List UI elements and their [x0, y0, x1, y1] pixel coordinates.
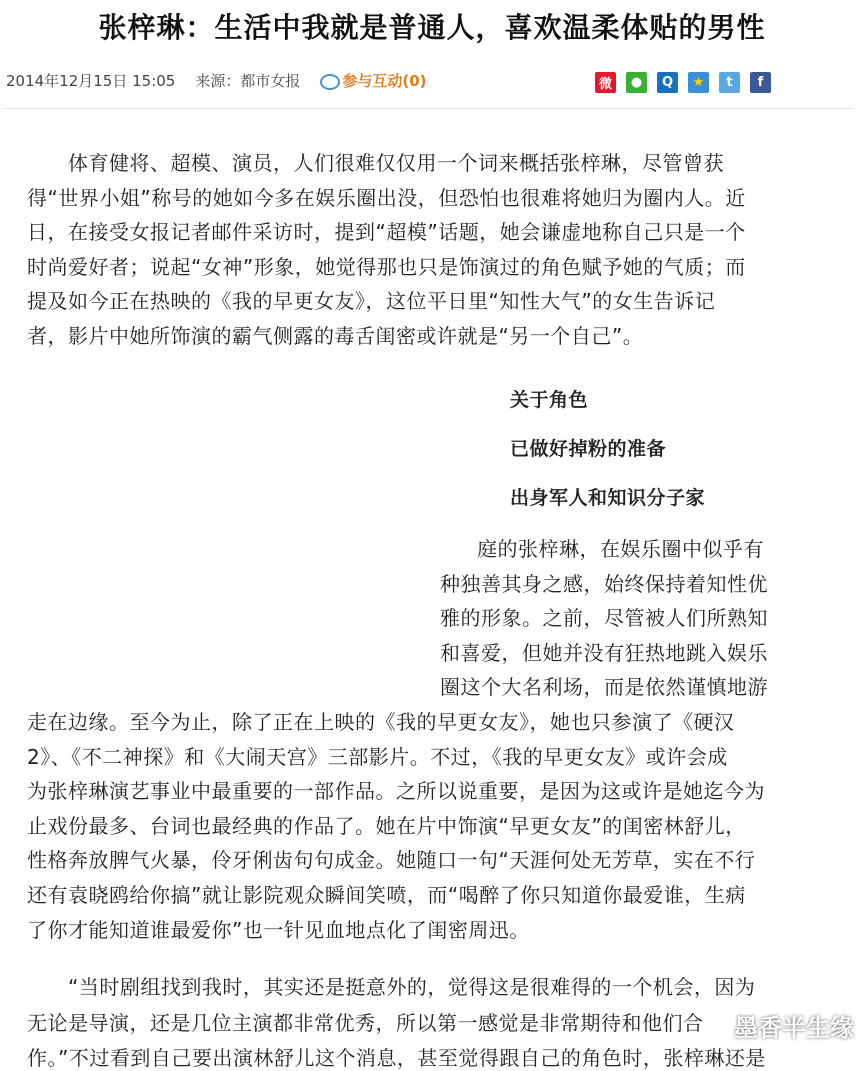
text-line: 性格奔放脾气火暴，伶牙俐齿句句成金。她随口一句“天涯何处无芳草，实在不行 — [27, 848, 756, 873]
section-heading: 关于角色 — [510, 389, 589, 411]
facebook-icon[interactable]: f — [750, 72, 771, 93]
text-line: 无论是导演，还是几位主演都非常优秀，所以第一感觉是非常期待和他们合 — [27, 1010, 704, 1035]
text-line: 体育健将、超模、演员，人们很难仅仅用一个词来概括张梓琳，尽管曾获 — [68, 151, 724, 175]
text-line: 作。”不过看到自己要出演林舒儿这个消息，甚至觉得跟自己的角色时，张梓琳还是 — [27, 1046, 766, 1070]
weibo-icon[interactable]: 微 — [595, 72, 616, 93]
section-heading: 已做好掉粉的准备 — [510, 438, 667, 460]
text-line: 止戏份最多、台词也最经典的作品了。她在片中饰演“早更女友”的闺密林舒儿， — [27, 813, 746, 838]
interact-link[interactable]: 参与互动(0) — [320, 70, 426, 91]
text-line: “当时剧组找到我时，其实还是挺意外的，觉得这是很难得的一个机会，因为 — [68, 975, 756, 999]
article-meta — [6, 70, 427, 91]
text-line: 庭的张梓琳，在娱乐圈中似乎有 — [477, 537, 764, 561]
text-line: 圈这个大名利场，而是依然谨慎地游 — [440, 675, 768, 700]
tencent-weibo-icon[interactable]: t — [719, 72, 740, 93]
text-line: 得“世界小姐”称号的她如今多在娱乐圈出没，但恐怕也很难将她归为圈内人。近 — [27, 185, 746, 210]
text-line: 还有袁晓鸥给你搞”就让影院观众瞬间笑喷，而“喝醉了你只知道你最爱谁，生病 — [27, 883, 746, 907]
text-line: 和喜爱，但她并没有狂热地跳入娱乐 — [440, 640, 768, 665]
text-line: 为张梓琳演艺事业中最重要的一部作品。之所以说重要，是因为这或许是她迄今为 — [27, 779, 765, 804]
text-line: 者，影片中她所饰演的霸气侧露的毒舌闺密或许就是“另一个自己”。 — [27, 324, 644, 348]
share-bar — [595, 72, 771, 93]
wechat-icon[interactable]: ● — [626, 72, 647, 93]
qq-icon[interactable]: Q — [657, 72, 678, 93]
text-line: 日，在接受女报记者邮件采访时，提到“超模”话题，她会谦虚地称自己只是一个 — [27, 220, 746, 245]
article-title: 张梓琳：生活中我就是普通人，喜欢温柔体贴的男性 — [98, 11, 766, 44]
text-line: 雅的形象。之前，尽管被人们所熟知 — [440, 606, 768, 631]
qzone-icon[interactable]: ★ — [688, 72, 709, 93]
text-line: 时尚爱好者；说起“女神”形象，她觉得那也只是饰演过的角色赋予她的气质；而 — [27, 254, 746, 279]
comment-icon — [320, 74, 340, 90]
section-heading: 出身军人和知识分子家 — [510, 487, 706, 509]
text-line: 了你才能知道谁最爱你”也一针见血地点化了闺密周迅。 — [27, 917, 530, 942]
divider — [4, 108, 854, 109]
text-line: 提及如今正在热映的《我的早更女友》，这位平日里“知性大气”的女生告诉记 — [27, 289, 716, 314]
publish-datetime: 2014年12月15日 15:05 — [6, 72, 176, 90]
article-source: 来源：都市女报 — [195, 72, 301, 90]
text-line: 2》、《不二神探》和《大闹天宫》三部影片。不过，《我的早更女友》或许会成 — [27, 744, 728, 769]
text-line: 走在边缘。至今为止，除了正在上映的《我的早更女友》，她也只参演了《硬汉 — [27, 710, 735, 734]
text-line: 种独善其身之感，始终保持着知性优 — [440, 571, 768, 596]
watermark: 墨香半生缘 — [734, 1014, 854, 1042]
